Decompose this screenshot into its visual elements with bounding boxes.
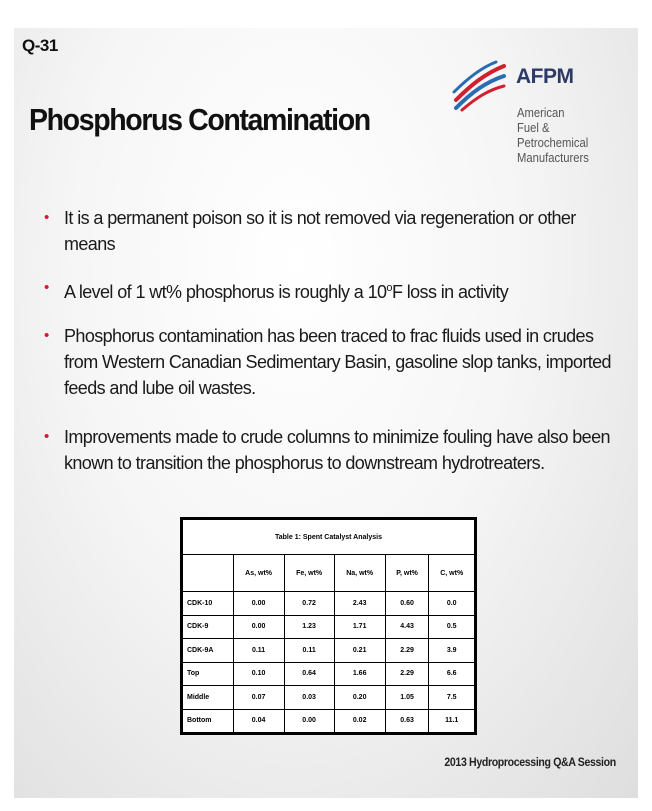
table-cell: 0.11 [284,639,334,663]
table-cell: 6.6 [429,662,475,686]
row-label: CDK-10 [183,592,234,616]
bullet-marker-icon: • [44,428,49,445]
logo-line-3: Manufacturers [517,151,589,165]
table-caption-row [183,520,475,555]
table-cell: 1.23 [284,615,334,639]
data-table [182,519,475,733]
table-cell: 11.1 [429,709,475,733]
table-cell: 1.66 [334,662,385,686]
logo-brand: AFPM [516,65,574,88]
column-header: P, wt% [385,555,429,592]
bullet-marker-icon: • [44,327,49,344]
table-cell: 2.43 [334,592,385,616]
bullet-item [44,205,614,257]
bullet-marker-icon: • [44,209,49,226]
table-cell: 2.29 [385,662,429,686]
afpm-logo [452,58,622,168]
table-cell: 0.60 [385,592,429,616]
afpm-logo-mark [452,60,508,112]
table-cell: 2.29 [385,639,429,663]
table-cell: 0.5 [429,615,475,639]
slide-footer: 2013 Hydroprocessing Q&A Session [444,755,616,769]
column-header [183,555,234,592]
logo-line-1: American [517,106,565,120]
table-cell: 0.63 [385,709,429,733]
table-cell: 4.43 [385,615,429,639]
table-cell: 0.00 [233,615,284,639]
bullet-item [44,323,614,401]
bullet-marker-icon: • [44,279,49,296]
table-cell: 3.9 [429,639,475,663]
table-cell: 0.21 [334,639,385,663]
bullet-text: Improvements made to crude columns to minimize fouling have also been known to transition the phosphorus to downstream hydrotreaters. [64,427,610,473]
table-cell: 0.0 [429,592,475,616]
bullet-item [44,275,614,305]
column-header: As, wt% [233,555,284,592]
table-row [183,592,475,616]
logo-line-2: Fuel & Petrochemical [517,121,589,150]
table-cell: 0.72 [284,592,334,616]
table-cell: 0.04 [233,709,284,733]
table-cell: 1.71 [334,615,385,639]
table-cell: 0.64 [284,662,334,686]
row-label: Top [183,662,234,686]
column-header: C, wt% [429,555,475,592]
spent-catalyst-table [180,517,477,735]
table-cell: 0.00 [233,592,284,616]
table-cell: 0.11 [233,639,284,663]
bullet-text: It is a permanent poison so it is not removed via regeneration or other means [64,208,576,254]
table-cell: 0.07 [233,686,284,710]
bullet-item [44,424,614,476]
degree-superscript: o [386,282,392,294]
table-row [183,662,475,686]
table-row [183,639,475,663]
bullet-text-tail: F loss in activity [391,282,509,302]
table-cell: 1.05 [385,686,429,710]
table-row [183,615,475,639]
table-caption: Table 1: Spent Catalyst Analysis [183,520,475,555]
bullet-list [44,205,614,494]
column-header: Fe, wt% [284,555,334,592]
table-header-row [183,555,475,592]
table-cell: 0.10 [233,662,284,686]
question-id: Q-31 [22,36,58,55]
bullet-text: A level of 1 wt% phosphorus is roughly a 10 [64,282,387,302]
table-cell: 7.5 [429,686,475,710]
bullet-text: Phosphorus contamination has been traced to frac fluids used in crudes from Western Canadian Sedimentary Basin, gasoline slop tanks, imported feeds and lube oil wastes. [64,326,611,398]
table-row [183,686,475,710]
row-label: CDK-9 [183,615,234,639]
table-cell: 0.00 [284,709,334,733]
table-row [183,709,475,733]
row-label: Middle [183,686,234,710]
table-cell: 0.02 [334,709,385,733]
table-cell: 0.20 [334,686,385,710]
row-label: CDK-9A [183,639,234,663]
row-label: Bottom [183,709,234,733]
logo-subtitle [517,106,616,166]
column-header: Na, wt% [334,555,385,592]
slide-title: Phosphorus Contamination [29,102,370,137]
table-cell: 0.03 [284,686,334,710]
